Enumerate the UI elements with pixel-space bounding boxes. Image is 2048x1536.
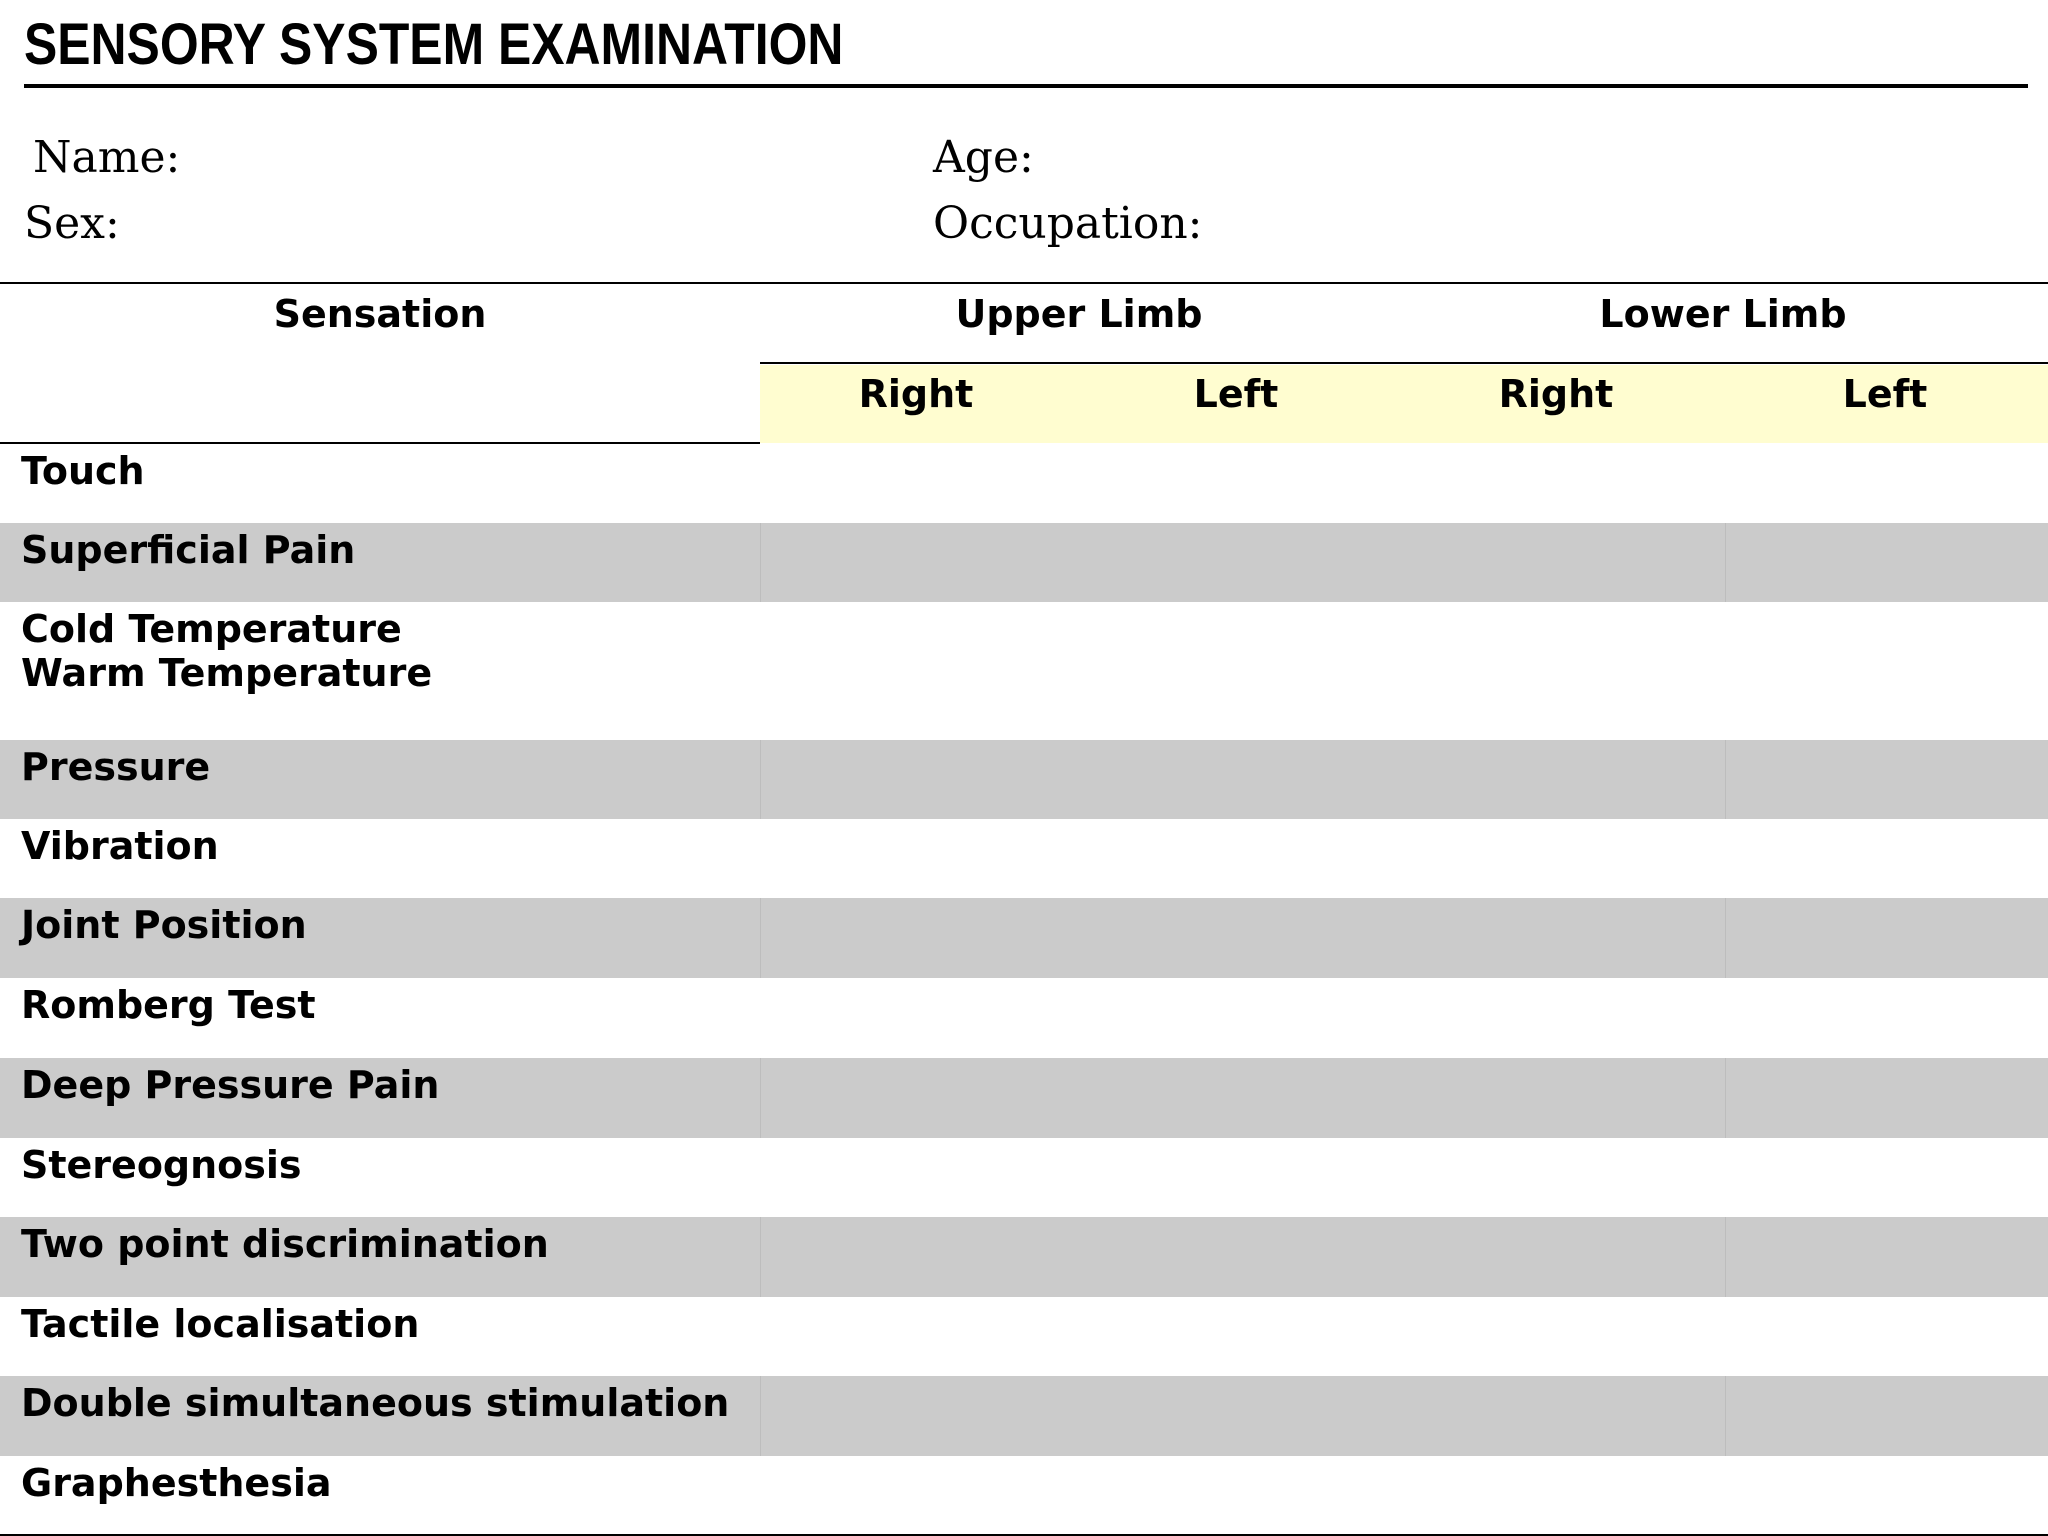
table-row <box>0 1297 2048 1376</box>
header-lower-limb: Lower Limb <box>1599 292 1847 336</box>
table-row <box>0 1376 2048 1456</box>
age-field-label: Age: <box>933 132 1034 183</box>
row-label: Stereognosis <box>21 1143 302 1187</box>
table-row <box>0 523 2048 602</box>
table-row <box>0 1456 2048 1534</box>
header-lower-right: Right <box>1498 372 1614 416</box>
table-row <box>0 819 2048 898</box>
row-label: Two point discrimination <box>21 1222 549 1266</box>
table-top-rule <box>0 282 2048 284</box>
table-row <box>0 602 2048 740</box>
header-lower-left: Left <box>1842 372 1928 416</box>
header-upper-right: Right <box>858 372 974 416</box>
table-row <box>0 898 2048 978</box>
row-label: Touch <box>21 449 145 493</box>
row-label: Romberg Test <box>21 983 316 1027</box>
header-upper-left: Left <box>1193 372 1279 416</box>
limb-header-rule <box>760 362 2048 364</box>
row-label: Superficial Pain <box>21 528 356 572</box>
row-label: Pressure <box>21 745 211 789</box>
header-sensation: Sensation <box>273 292 487 336</box>
row-label: Double simultaneous stimulation <box>21 1381 730 1425</box>
table-row <box>0 1138 2048 1217</box>
row-label-secondary: Warm Temperature <box>21 651 433 695</box>
occupation-field-label: Occupation: <box>933 198 1203 249</box>
row-label: Cold Temperature <box>21 607 402 651</box>
table-row <box>0 1217 2048 1297</box>
table-row <box>0 740 2048 819</box>
table-row <box>0 978 2048 1058</box>
row-label: Deep Pressure Pain <box>21 1063 440 1107</box>
table-row <box>0 444 2048 523</box>
table-row <box>0 1058 2048 1138</box>
name-field-label: Name: <box>33 132 181 183</box>
row-label: Joint Position <box>21 903 307 947</box>
row-label: Tactile localisation <box>21 1302 420 1346</box>
title-underline <box>24 84 2028 88</box>
header-upper-limb: Upper Limb <box>955 292 1203 336</box>
row-label: Graphesthesia <box>21 1461 332 1505</box>
sex-field-label: Sex: <box>24 198 120 249</box>
page-title: SENSORY SYSTEM EXAMINATION <box>24 12 844 77</box>
row-label: Vibration <box>21 824 219 868</box>
